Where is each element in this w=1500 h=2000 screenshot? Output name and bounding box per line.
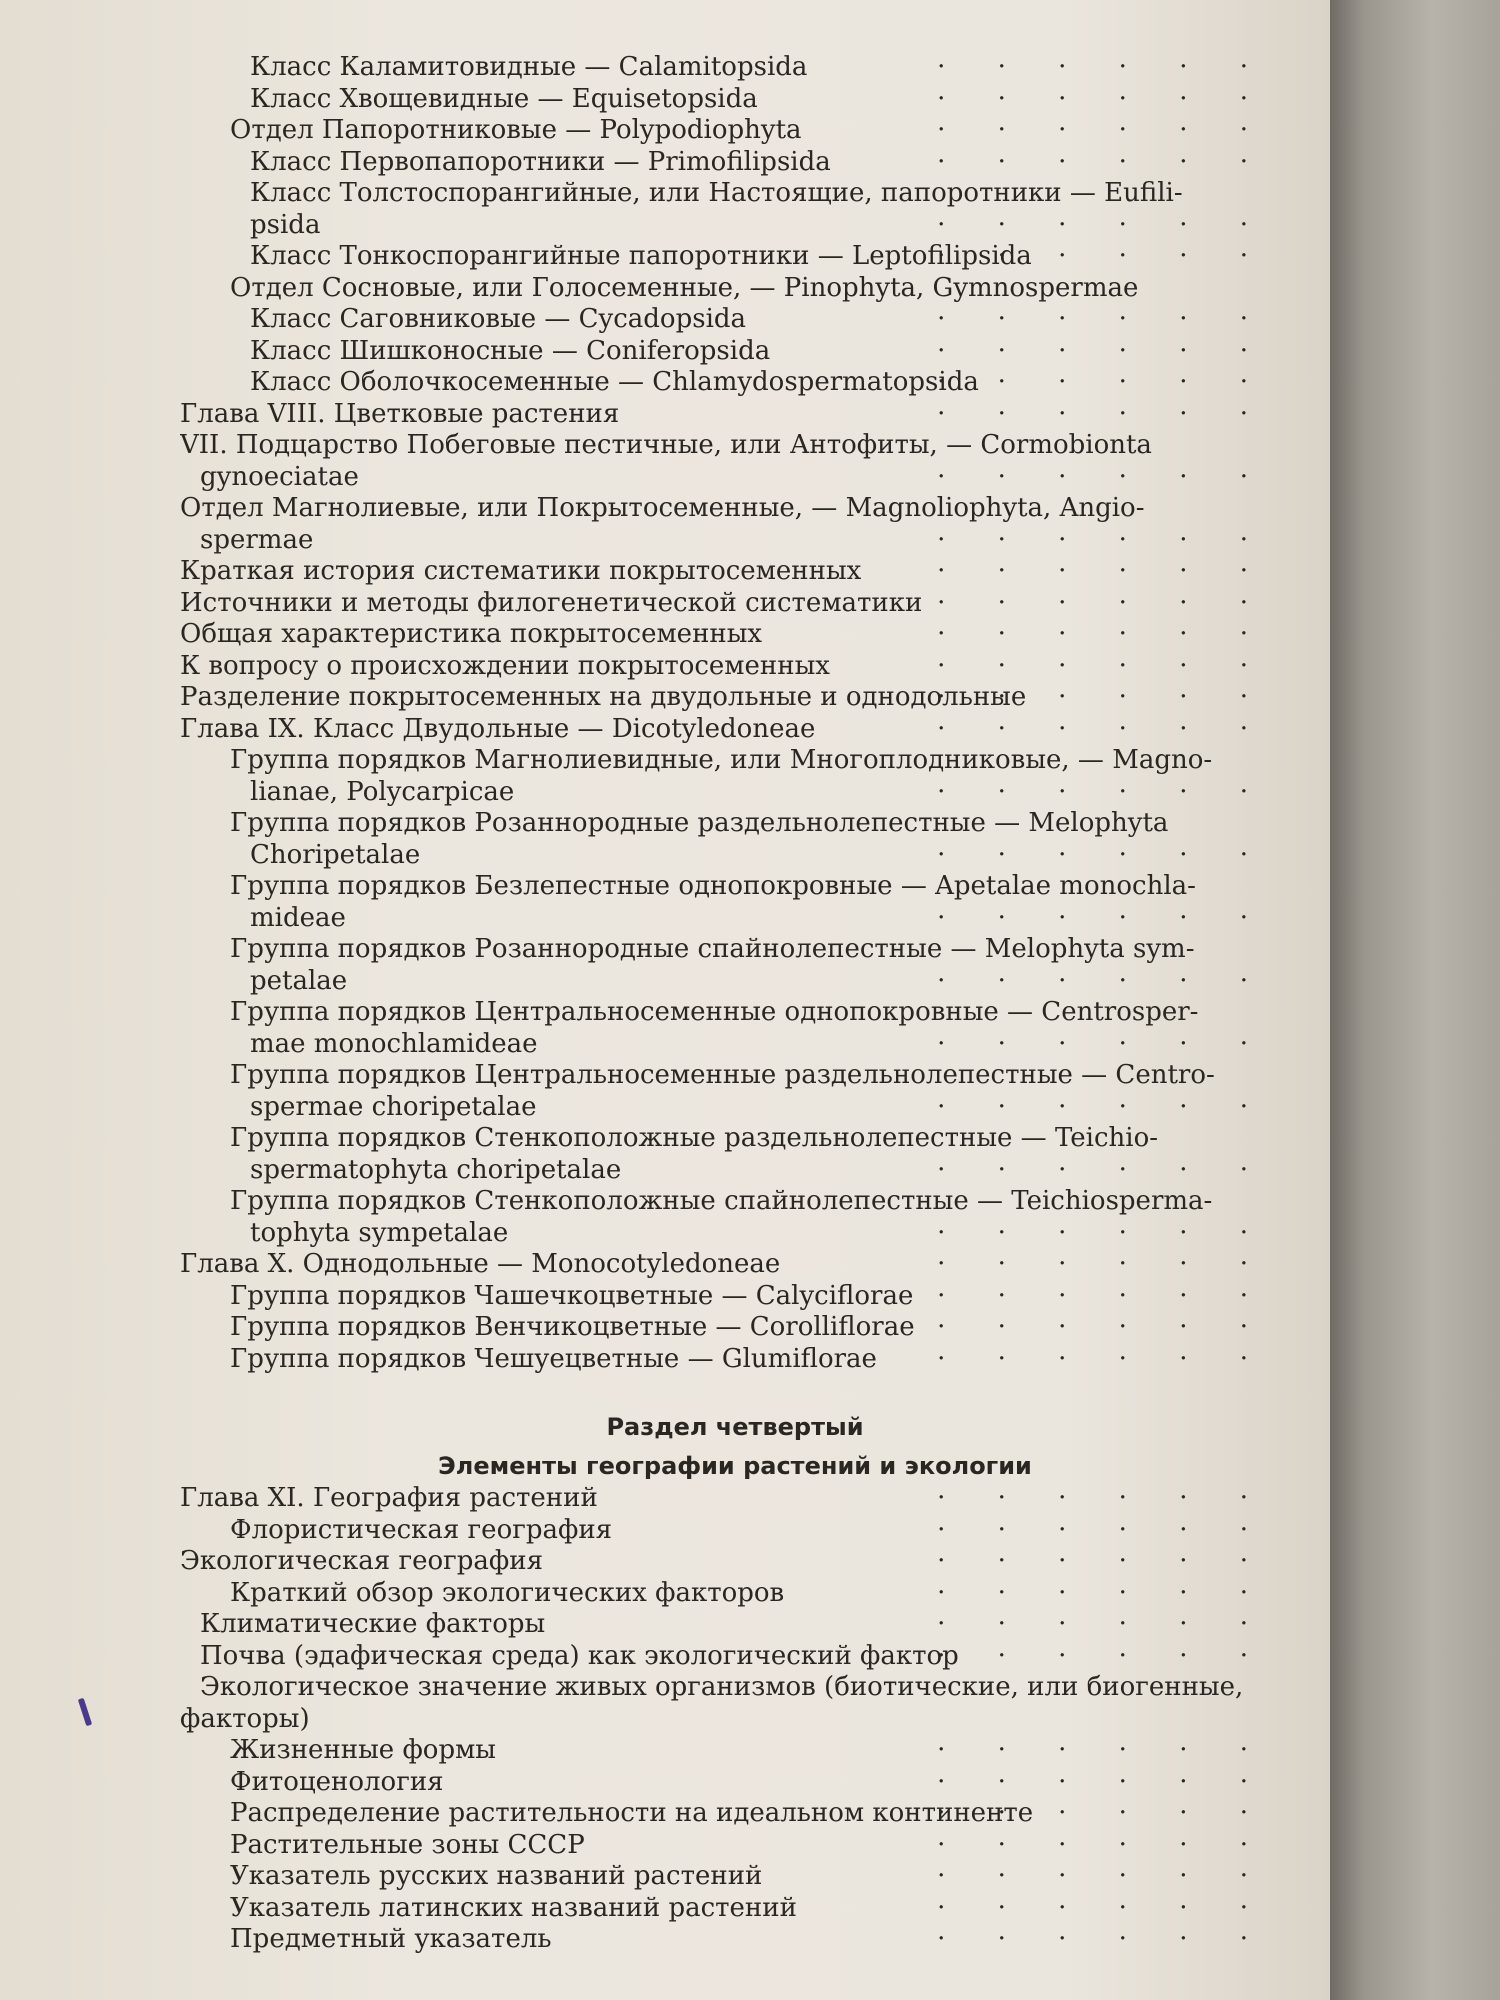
- toc-entry: [180, 84, 1290, 116]
- section-heading: Раздел четвертый: [606, 1413, 864, 1441]
- toc-entry: [180, 1312, 1290, 1344]
- toc-entry-text: Краткая история систематики покрытосеменных: [180, 556, 862, 586]
- toc-entry: [180, 966, 1290, 998]
- dot-leader: · · · · · ·: [937, 1798, 1270, 1828]
- toc-entry: [180, 871, 1290, 903]
- toc-entry-text: petalae: [250, 965, 348, 996]
- dot-leader: · · · · · ·: [937, 209, 1270, 240]
- toc-entry-text: Группа порядков Розаннородные раздельнолепестные — Melophyta: [230, 808, 1169, 838]
- toc-entry: [180, 1924, 1290, 1956]
- toc-entry: [180, 1735, 1290, 1767]
- toc-entry-text: spermae: [200, 524, 314, 555]
- toc-entry: [180, 934, 1290, 966]
- toc-entry-text: Глава IX. Класс Двудольные — Dicotyledoneae: [180, 713, 816, 744]
- toc-entry: [180, 304, 1290, 336]
- toc-entry-text: Класс Первопапоротники — Primofilipsida: [250, 146, 831, 177]
- toc-entry-text: Фитоценология: [230, 1766, 444, 1797]
- toc-entry: [180, 115, 1290, 147]
- toc-entry-text: Группа порядков Розаннородные спайнолепестные — Melophyta sym-: [230, 934, 1195, 964]
- dot-leader: · · · · · ·: [937, 146, 1270, 177]
- toc-entry: [180, 493, 1290, 525]
- dot-leader: · · · · · ·: [937, 1091, 1270, 1122]
- toc-entry-text: Группа порядков Стенкоположные спайнолепестные — Teichiosperma-: [230, 1186, 1213, 1216]
- toc-entry-text: Распределение растительности на идеальном континенте: [230, 1798, 1034, 1828]
- facing-page-edge: [1330, 0, 1500, 2000]
- toc-entry: [180, 1281, 1290, 1313]
- toc-entry: [180, 808, 1290, 840]
- dot-leader: · · · · · ·: [937, 304, 1270, 334]
- toc-entry: [180, 588, 1290, 620]
- toc-entry-text: Климатические факторы: [200, 1609, 546, 1639]
- toc-entry-text: Общая характеристика покрытосеменных: [180, 619, 763, 649]
- dot-leader: · · · · · ·: [937, 1766, 1270, 1797]
- toc-entry: [180, 1704, 1290, 1736]
- toc-entry: [180, 52, 1290, 84]
- toc-entry: [180, 903, 1290, 935]
- toc-entry-text: Группа порядков Безлепестные однопокровные — Apetalae monochla-: [230, 871, 1196, 901]
- toc-entry: [180, 840, 1290, 872]
- toc-entry: [180, 777, 1290, 809]
- toc-entry-text: Флористическая география: [230, 1514, 613, 1545]
- toc-entry-text: lianae, Polycarpicae: [250, 776, 515, 807]
- pen-mark: [78, 1698, 92, 1726]
- dot-leader: · · · · · ·: [937, 115, 1270, 145]
- toc-entry-text: VII. Подцарство Побеговые пестичные, или Антофиты, — Cormobionta: [180, 430, 1152, 460]
- toc-entry-text: mideae: [250, 902, 346, 933]
- toc-entry-text: Класс Толстоспорангийные, или Настоящие, папоротники — Eufili-: [250, 178, 1183, 208]
- toc-entry-text: Экологическая география: [180, 1546, 543, 1576]
- toc-entry-text: Класс Хвощевидные — Equisetopsida: [250, 83, 758, 114]
- toc-entry: [180, 1861, 1290, 1893]
- dot-leader: · · · · · ·: [937, 1546, 1270, 1576]
- dot-leader: · · · · · ·: [937, 1154, 1270, 1185]
- toc-entry-text: Choripetalae: [250, 839, 421, 870]
- toc-entry-text: Разделение покрытосеменных на двудольные и однодольные: [180, 682, 1027, 712]
- toc-entry-text: Класс Каламитовидные — Calamitopsida: [250, 52, 808, 82]
- dot-leader: · · · · · ·: [937, 587, 1270, 618]
- toc-entry: [180, 1609, 1290, 1641]
- toc-entry-text: Класс Оболочкосеменные — Chlamydospermatopsida: [250, 367, 979, 397]
- dot-leader: · · · · · ·: [937, 367, 1270, 397]
- toc-entry: [180, 1344, 1290, 1376]
- toc-entry: [180, 1798, 1290, 1830]
- toc-entry-text: Отдел Сосновые, или Голосеменные, — Pinophyta, Gymnospermae: [230, 272, 1139, 303]
- dot-leader: · · · · · ·: [937, 1028, 1270, 1059]
- dot-leader: · · · · · ·: [937, 524, 1270, 555]
- toc-entry-text: Указатель латинских названий растений: [230, 1892, 797, 1923]
- toc-entry-text: Группа порядков Магнолиевидные, или Многоплодниковые, — Magno-: [230, 745, 1213, 775]
- toc-entry-text: spermatophyta choripetalae: [250, 1154, 622, 1185]
- dot-leader: · · · · · ·: [937, 241, 1270, 271]
- dot-leader: · · · · · ·: [937, 1343, 1270, 1374]
- toc-entry-text: Отдел Папоротниковые — Polypodiophyta: [230, 115, 802, 145]
- dot-leader: · · · · · ·: [937, 619, 1270, 649]
- toc-entry-text: Жизненные формы: [230, 1735, 497, 1765]
- toc-entry-text: Группа порядков Чашечкоцветные — Calyciflorae: [230, 1280, 914, 1311]
- toc-entry: [180, 462, 1290, 494]
- toc-entry: [180, 430, 1290, 462]
- toc-entry: [180, 997, 1290, 1029]
- dot-leader: · · · · · ·: [937, 1280, 1270, 1311]
- dot-leader: · · · · · ·: [937, 776, 1270, 807]
- toc-entry-text: Глава XI. География растений: [180, 1483, 598, 1513]
- toc-entry: [180, 210, 1290, 242]
- toc-entry: [180, 682, 1290, 714]
- toc-entry: [180, 1767, 1290, 1799]
- toc-entry-text: Группа порядков Стенкоположные раздельнолепестные — Teichio-: [230, 1123, 1159, 1153]
- toc-entry-text: mae monochlamideae: [250, 1028, 538, 1059]
- dot-leader: · · · · · ·: [937, 650, 1270, 681]
- toc-entry: [180, 147, 1290, 179]
- toc-entry: [180, 1218, 1290, 1250]
- toc-entry-text: К вопросу о происхождении покрытосеменных: [180, 650, 830, 681]
- toc-entry: [180, 525, 1290, 557]
- dot-leader: · · · · · ·: [937, 1640, 1270, 1671]
- toc-entry-text: Предметный указатель: [230, 1924, 552, 1954]
- dot-leader: · · · · · ·: [937, 1312, 1270, 1342]
- toc-entry-text: Источники и методы филогенетической систематики: [180, 587, 923, 618]
- toc-entry-text: Указатель русских названий растений: [230, 1861, 763, 1891]
- toc-entry: [180, 1578, 1290, 1610]
- toc-entry: [180, 1515, 1290, 1547]
- dot-leader: · · · · · ·: [937, 335, 1270, 366]
- toc-entry-text: Краткий обзор экологических факторов: [230, 1577, 785, 1608]
- toc-entry: [180, 1830, 1290, 1862]
- dot-leader: · · · · · ·: [937, 902, 1270, 933]
- toc-entry: [180, 1060, 1290, 1092]
- toc-entry-text: факторы): [180, 1703, 310, 1734]
- dot-leader: · · · · · ·: [937, 1577, 1270, 1608]
- dot-leader: · · · · · ·: [937, 1483, 1270, 1513]
- dot-leader: · · · · · ·: [937, 965, 1270, 996]
- dot-leader: · · · · · ·: [937, 682, 1270, 712]
- toc-entry-text: spermae choripetalae: [250, 1091, 537, 1122]
- toc-entry-text: Группа порядков Венчикоцветные — Corolliflorae: [230, 1312, 915, 1342]
- dot-leader: · · · · · ·: [937, 1217, 1270, 1248]
- toc-entry-text: Класс Шишконосные — Coniferopsida: [250, 335, 771, 366]
- toc-entry-text: Группа порядков Чешуецветные — Glumiflorae: [230, 1343, 877, 1374]
- toc-part-2: [180, 1483, 1290, 1956]
- toc-entry: [180, 1092, 1290, 1124]
- dot-leader: · · · · · ·: [937, 1829, 1270, 1860]
- toc-entry: [180, 241, 1290, 273]
- toc-entry: [180, 1155, 1290, 1187]
- dot-leader: · · · · · ·: [937, 556, 1270, 586]
- dot-leader: · · · · · ·: [937, 1514, 1270, 1545]
- toc-entry-text: gynoeciatae: [200, 461, 359, 492]
- dot-leader: · · · · · ·: [937, 1609, 1270, 1639]
- toc-entry: [180, 367, 1290, 399]
- toc-entry-text: tophyta sympetalae: [250, 1217, 509, 1248]
- dot-leader: · · · · · ·: [937, 1924, 1270, 1954]
- toc-entry: [180, 556, 1290, 588]
- toc-entry-text: Экологическое значение живых организмов (биотические, или биогенные,: [200, 1672, 1244, 1702]
- toc-entry: [180, 1483, 1290, 1515]
- toc-entry-text: Растительные зоны СССР: [230, 1829, 585, 1860]
- dot-leader: · · · · · ·: [937, 1892, 1270, 1923]
- toc-entry-text: Отдел Магнолиевые, или Покрытосеменные, — Magnoliophyta, Angio-: [180, 493, 1145, 523]
- toc-entry-text: Группа порядков Центральносеменные однопокровные — Centrosper-: [230, 997, 1199, 1027]
- toc-entry: [180, 745, 1290, 777]
- toc-entry-text: Глава X. Однодольные — Monocotyledoneae: [180, 1249, 781, 1279]
- toc-entry: [180, 619, 1290, 651]
- dot-leader: · · · · · ·: [937, 398, 1270, 429]
- toc-entry: [180, 336, 1290, 368]
- toc-entry: [180, 1249, 1290, 1281]
- dot-leader: · · · · · ·: [937, 461, 1270, 492]
- toc-entry: [180, 273, 1290, 305]
- dot-leader: · · · · · ·: [937, 1249, 1270, 1279]
- toc-entry-text: psida: [250, 209, 321, 240]
- dot-leader: · · · · · ·: [937, 1735, 1270, 1765]
- dot-leader: · · · · · ·: [937, 713, 1270, 744]
- dot-leader: · · · · · ·: [937, 83, 1270, 114]
- toc-entry-text: Класс Саговниковые — Cycadopsida: [250, 304, 747, 334]
- toc-entry-text: Группа порядков Центральносеменные раздельнолепестные — Centro-: [230, 1060, 1215, 1090]
- toc-entry: [180, 1029, 1290, 1061]
- toc-entry: [180, 1641, 1290, 1673]
- dot-leader: · · · · · ·: [937, 839, 1270, 870]
- toc-entry-text: Класс Тонкоспорангийные папоротники — Leptofilipsida: [250, 241, 1032, 271]
- dot-leader: · · · · · ·: [937, 52, 1270, 82]
- toc-entry: [180, 178, 1290, 210]
- toc-entry: [180, 399, 1290, 431]
- toc-entry: [180, 1123, 1290, 1155]
- dot-leader: · · · · · ·: [937, 1861, 1270, 1891]
- section-subheading: Элементы географии растений и экологии: [438, 1452, 1032, 1480]
- toc-entry: [180, 1186, 1290, 1218]
- toc-entry-text: Глава VIII. Цветковые растения: [180, 398, 620, 429]
- toc-entry: [180, 1672, 1290, 1704]
- toc-part-1: [180, 52, 1290, 1375]
- toc-entry: [180, 651, 1290, 683]
- toc-entry: [180, 714, 1290, 746]
- table-of-contents: [180, 52, 1290, 1956]
- toc-entry-text: Почва (эдафическая среда) как экологический фактор: [200, 1640, 959, 1671]
- toc-entry: [180, 1893, 1290, 1925]
- toc-entry: [180, 1546, 1290, 1578]
